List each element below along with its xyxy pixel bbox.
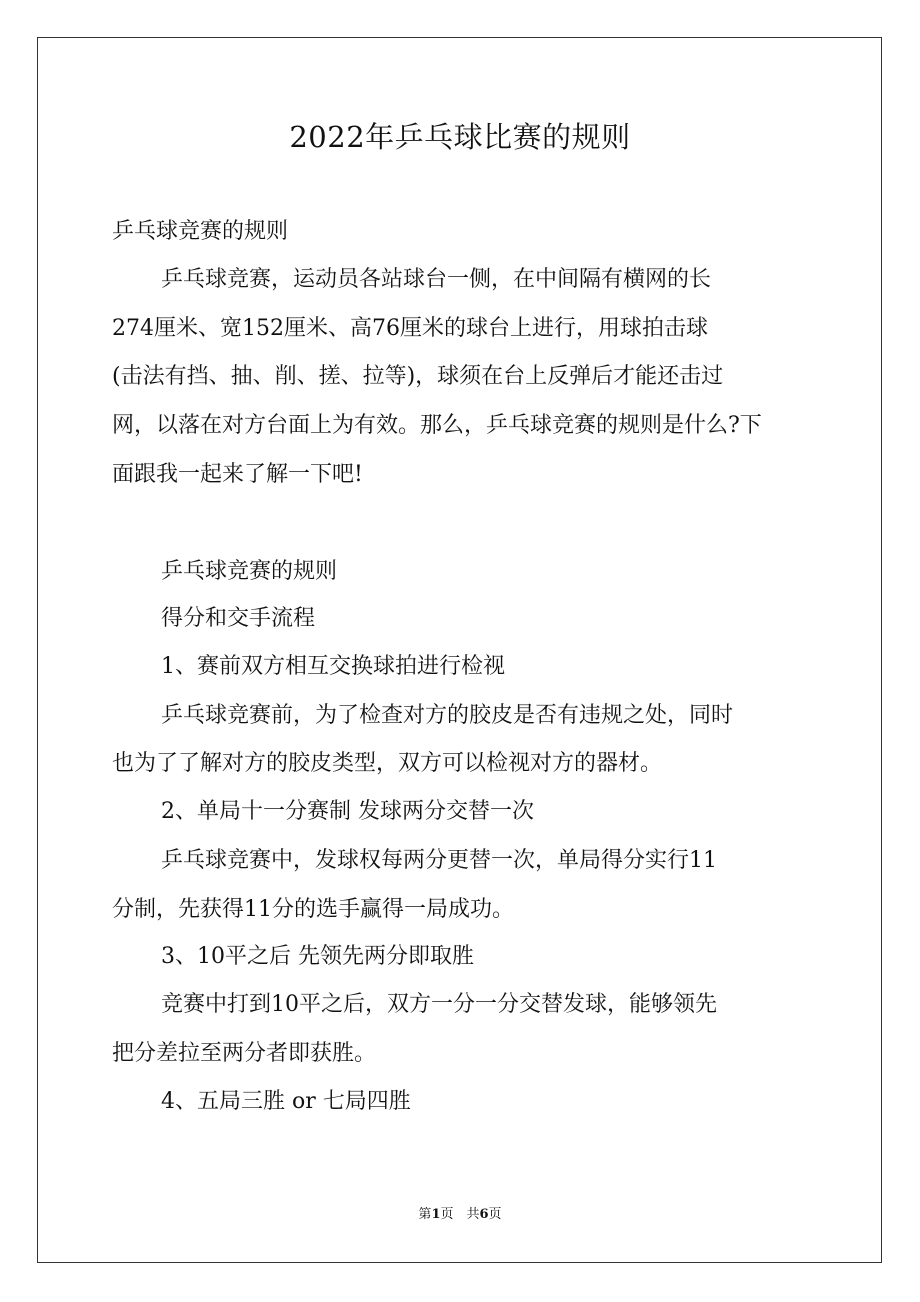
footer-prefix: 第: [418, 1207, 432, 1222]
paragraph-line: 面跟我一起来了解一下吧!: [112, 462, 363, 487]
paragraph-line: 分制，先获得11分的选手赢得一局成功。: [112, 897, 514, 922]
paragraph-line: 乒乓球竞赛，运动员各站球台一侧，在中间隔有横网的长: [161, 267, 712, 292]
rule-heading: 2、单局十一分赛制 发球两分交替一次: [161, 799, 534, 824]
rule-heading: 1、赛前双方相互交换球拍进行检视: [161, 654, 505, 679]
section-heading: 乒乓球竞赛的规则: [161, 559, 338, 584]
document-title: 2022年乒乓球比赛的规则: [289, 120, 631, 154]
rule-heading: 3、10平之后 先领先两分即取胜: [161, 944, 474, 969]
footer-mid: 页 共: [440, 1207, 480, 1222]
footer-suffix: 页: [488, 1207, 502, 1222]
paragraph-line: 乒乓球竞赛前，为了检查对方的胶皮是否有违规之处，同时: [161, 703, 734, 728]
paragraph-line: (击法有挡、抽、削、搓、拉等)，球须在台上反弹后才能还击过: [112, 364, 724, 389]
sub-heading: 得分和交手流程: [161, 606, 316, 631]
section-heading: 乒乓球竞赛的规则: [112, 219, 289, 244]
paragraph-line: 把分差拉至两分者即获胜。: [112, 1041, 377, 1066]
paragraph-line: 竞赛中打到10平之后，双方一分一分交替发球，能够领先: [161, 992, 717, 1017]
footer-current-page: 1: [431, 1207, 441, 1222]
footer-total-pages: 6: [479, 1207, 489, 1222]
paragraph-line: 也为了了解对方的胶皮类型，双方可以检视对方的器材。: [112, 751, 663, 776]
page-footer: [0, 1205, 920, 1225]
paragraph-line: 乒乓球竞赛中，发球权每两分更替一次，单局得分实行11: [161, 848, 717, 873]
paragraph-line: 网，以落在对方台面上为有效。那么，乒乓球竞赛的规则是什么?下: [112, 413, 762, 438]
rule-heading: 4、五局三胜 or 七局四胜: [161, 1089, 411, 1114]
paragraph-line: 274厘米、宽152厘米、高76厘米的球台上进行，用球拍击球: [112, 316, 708, 341]
